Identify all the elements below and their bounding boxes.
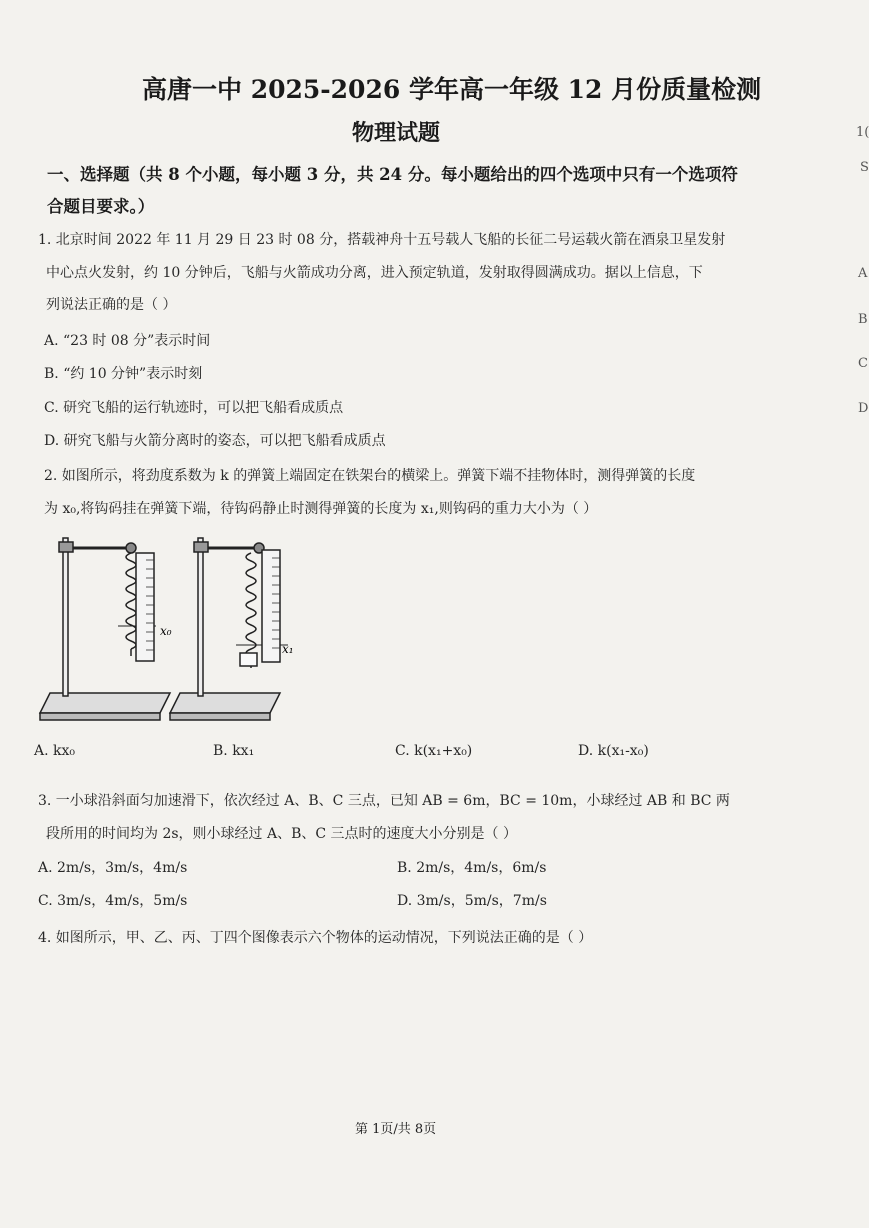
label-x1: x₁ — [282, 642, 294, 656]
q1-stem-line1: 1. 北京时间 2022 年 11 月 29 日 23 时 08 分，搭载神舟十五号载人飞船的长征二号运载火箭在酒泉卫星发射 — [38, 232, 726, 248]
margin-mark-2: S — [860, 160, 869, 175]
q2-option-a: A. kx₀ — [34, 743, 76, 759]
q3-option-d: D. 3m/s，5m/s，7m/s — [397, 893, 547, 909]
q1-option-c: C. 研究飞船的运行轨迹时，可以把飞船看成质点 — [44, 400, 344, 416]
q3-option-b: B. 2m/s，4m/s，6m/s — [397, 860, 547, 876]
q2-option-b: B. kx₁ — [213, 743, 255, 759]
stand-left — [40, 538, 170, 720]
q1-option-a: A. “23 时 08 分”表示时间 — [44, 333, 211, 349]
label-x0: x₀ — [160, 624, 172, 638]
q2-stem-line1: 2. 如图所示，将劲度系数为 k 的弹簧上端固定在铁架台的横梁上。弹簧下端不挂物体时，测得弹簧的长度 — [44, 468, 696, 484]
margin-mark-4: B — [858, 312, 868, 327]
stand-right — [170, 538, 288, 720]
q1-stem-line3: 列说法正确的是（ ） — [46, 297, 177, 313]
q2-stem-line2: 为 x₀,将钩码挂在弹簧下端，待钩码静止时测得弹簧的长度为 x₁,则钩码的重力大小为（ ） — [44, 501, 598, 517]
exam-title: 高唐一中 2025-2026 学年高一年级 12 月份质量检测 — [142, 75, 762, 104]
q4-stem-line1: 4. 如图所示，甲、乙、丙、丁四个图像表示六个物体的运动情况，下列说法正确的是（ ） — [38, 930, 593, 946]
q1-option-d: D. 研究飞船与火箭分离时的姿态，可以把飞船看成质点 — [44, 433, 386, 449]
page-footer: 第 1页/共 8页 — [355, 1122, 437, 1137]
margin-mark-5: C — [858, 356, 868, 371]
q1-stem-line2: 中心点火发射，约 10 分钟后，飞船与火箭成功分离，进入预定轨道，发射取得圆满成功。据以上信息，下 — [46, 265, 703, 281]
q3-option-c: C. 3m/s，4m/s，5m/s — [38, 893, 188, 909]
margin-mark-6: D — [858, 401, 869, 416]
q2-option-d: D. k(x₁-x₀) — [578, 743, 649, 759]
q1-option-b: B. “约 10 分钟”表示时刻 — [44, 366, 203, 382]
margin-mark-1: 1( — [856, 125, 869, 140]
q2-option-c: C. k(x₁+x₀) — [395, 743, 473, 759]
q3-stem-line1: 3. 一小球沿斜面匀加速滑下，依次经过 A、B、C 三点，已知 AB = 6m，BC = 10m，小球经过 AB 和 BC 两 — [38, 793, 730, 809]
q3-option-a: A. 2m/s，3m/s，4m/s — [38, 860, 188, 876]
section-heading-line2: 合题目要求。） — [47, 197, 155, 216]
section-heading-line1: 一、选择题（共 8 个小题，每小题 3 分，共 24 分。每小题给出的四个选项中只有一个选项符 — [47, 165, 738, 184]
margin-mark-3: A — [858, 266, 868, 281]
q3-stem-line2: 段所用的时间均为 2s，则小球经过 A、B、C 三点时的速度大小分别是（ ） — [46, 826, 518, 842]
exam-subtitle: 物理试题 — [352, 120, 441, 146]
spring-stand-figure — [30, 528, 294, 728]
